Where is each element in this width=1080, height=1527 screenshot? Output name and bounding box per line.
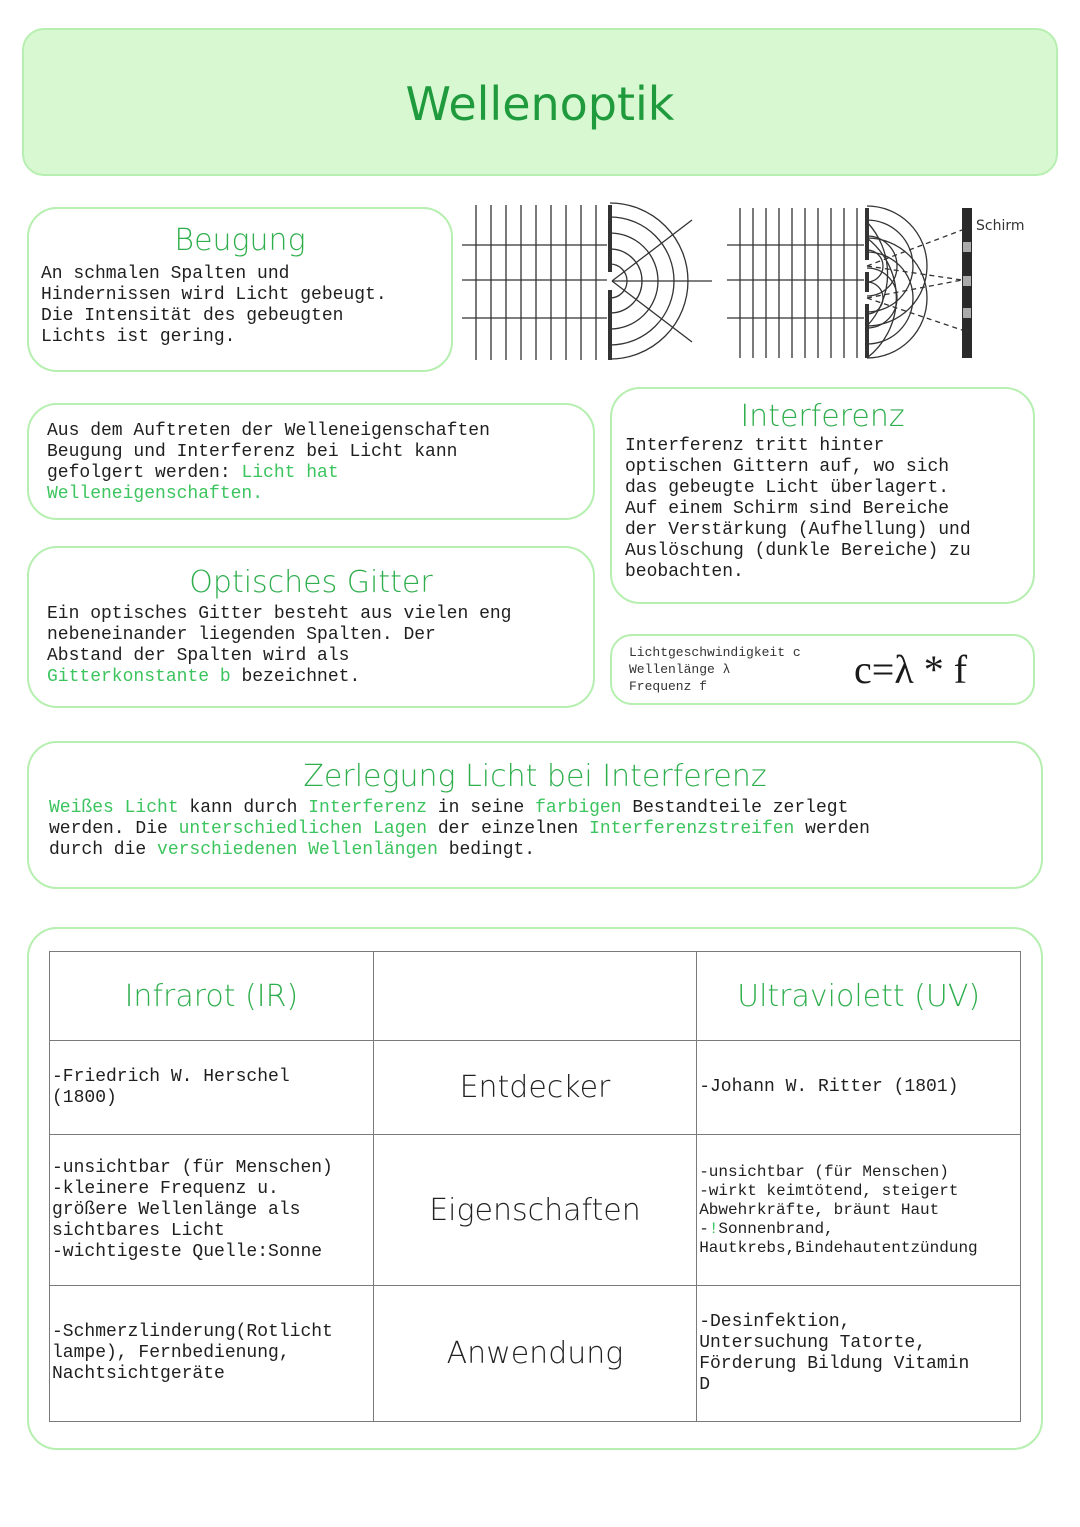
schirm-label: Schirm <box>976 218 1025 234</box>
cell-uv-eigenschaften <box>697 1135 1021 1286</box>
cell-uv-anwendung: -Desinfektion, Untersuchung Tatorte, Förderung Bildung Vitamin D <box>697 1286 1021 1422</box>
row-label-eigenschaften: Eigenschaften <box>373 1135 696 1286</box>
header-mid <box>373 952 696 1041</box>
table-row <box>50 1135 1021 1286</box>
zerlegung-highlight: verschiedenen Wellenlängen <box>157 840 438 860</box>
interferenz-text: Interferenz tritt hinter optischen Gittern auf, wo sich das gebeugte Licht überlagert. Auf einem Schirm sind Bereiche der Verstärkung (Aufhellung) und Auslöschung (dunkle Bereiche) zu beobachten. <box>625 436 971 582</box>
folgerung-highlight: Licht hat Welleneigenschaften. <box>47 463 339 504</box>
cell-ir-entdecker: -Friedrich W. Herschel (1800) <box>50 1041 374 1135</box>
gitter-highlight: Gitterkonstante b <box>47 667 231 687</box>
zerlegung-plain: werden durch die <box>49 819 870 860</box>
table-row <box>50 1286 1021 1422</box>
cell-ir-eigenschaften: -unsichtbar (für Menschen) -kleinere Frequenz u. größere Wellenlänge als sichtbares Licht -wichtigeste Quelle:Sonne <box>50 1135 374 1286</box>
gitter-end: bezeichnet. <box>230 667 361 687</box>
uv-eigenschaften-a: -unsichtbar (für Menschen) -wirkt keimtötend, steigert Abwehrkräfte, bräunt Haut - <box>699 1162 959 1238</box>
header-uv: Ultraviolett (UV) <box>697 952 1021 1041</box>
gitter-heading: Optisches Gitter <box>189 565 433 600</box>
zerlegung-plain: der einzelnen <box>427 819 590 839</box>
formel-equation: c=λ * f <box>854 647 968 692</box>
cell-uv-entdecker: -Johann W. Ritter (1801) <box>697 1041 1021 1135</box>
header-ir: Infrarot (IR) <box>50 952 374 1041</box>
double-slit-diagram <box>727 206 972 358</box>
table-row <box>50 1041 1021 1135</box>
row-label-entdecker: Entdecker <box>373 1041 696 1135</box>
ir-uv-table <box>49 951 1021 1422</box>
formel-card <box>610 634 1035 705</box>
folgerung-card <box>27 403 595 520</box>
zerlegung-heading: Zerlegung Licht bei Interferenz <box>303 759 767 794</box>
zerlegung-highlight: unterschiedlichen Lagen <box>178 819 428 839</box>
table-row <box>50 952 1021 1041</box>
beugung-text: An schmalen Spalten und Hindernissen wird Licht gebeugt. Die Intensität des gebeugten Lichts ist gering. <box>41 264 387 347</box>
zerlegung-plain: in seine <box>427 798 536 818</box>
zerlegung-highlight: Interferenzstreifen <box>589 819 795 839</box>
zerlegung-text <box>49 798 1041 861</box>
gitter-card <box>27 546 595 708</box>
zerlegung-plain: Bestandteile zerlegt werden. Die <box>49 798 849 839</box>
uv-eigenschaften-b: Sonnenbrand, Hautkrebs,Bindehautentzündung <box>699 1219 978 1257</box>
beugung-card <box>27 207 453 372</box>
zerlegung-highlight: Interferenz <box>308 798 428 818</box>
gitter-plain: Ein optisches Gitter besteht aus vielen eng nebeneinander liegenden Spalten. Der Abstand der Spalten wird als <box>47 604 512 666</box>
zerlegung-card <box>27 741 1043 889</box>
page-title: Wellenoptik <box>405 77 675 131</box>
zerlegung-plain: bedingt. <box>437 840 536 860</box>
interferenz-card <box>610 387 1035 604</box>
row-label-anwendung: Anwendung <box>373 1286 696 1422</box>
zerlegung-plain: kann durch <box>178 798 309 818</box>
gitter-text <box>47 604 593 688</box>
wave-diagram <box>462 200 1062 370</box>
title-banner <box>22 28 1058 176</box>
formel-labels: Lichtgeschwindigkeit c Wellenlänge λ Frequenz f <box>629 645 801 694</box>
zerlegung-highlight: farbigen <box>535 798 622 818</box>
zerlegung-highlight: Weißes Licht <box>49 798 179 818</box>
beugung-heading: Beugung <box>174 223 306 258</box>
single-slit-diagram <box>462 203 712 360</box>
folgerung-plain: Aus dem Auftreten der Welleneigenschaften Beugung und Interferenz bei Licht kann gefolgert werden: <box>47 421 490 483</box>
uv-exclamation: ! <box>708 1219 719 1238</box>
folgerung-text <box>47 421 593 505</box>
interferenz-heading: Interferenz <box>740 399 905 434</box>
cell-ir-anwendung: -Schmerzlinderung(Rotlicht lampe), Fernbedienung, Nachtsichtgeräte <box>50 1286 374 1422</box>
